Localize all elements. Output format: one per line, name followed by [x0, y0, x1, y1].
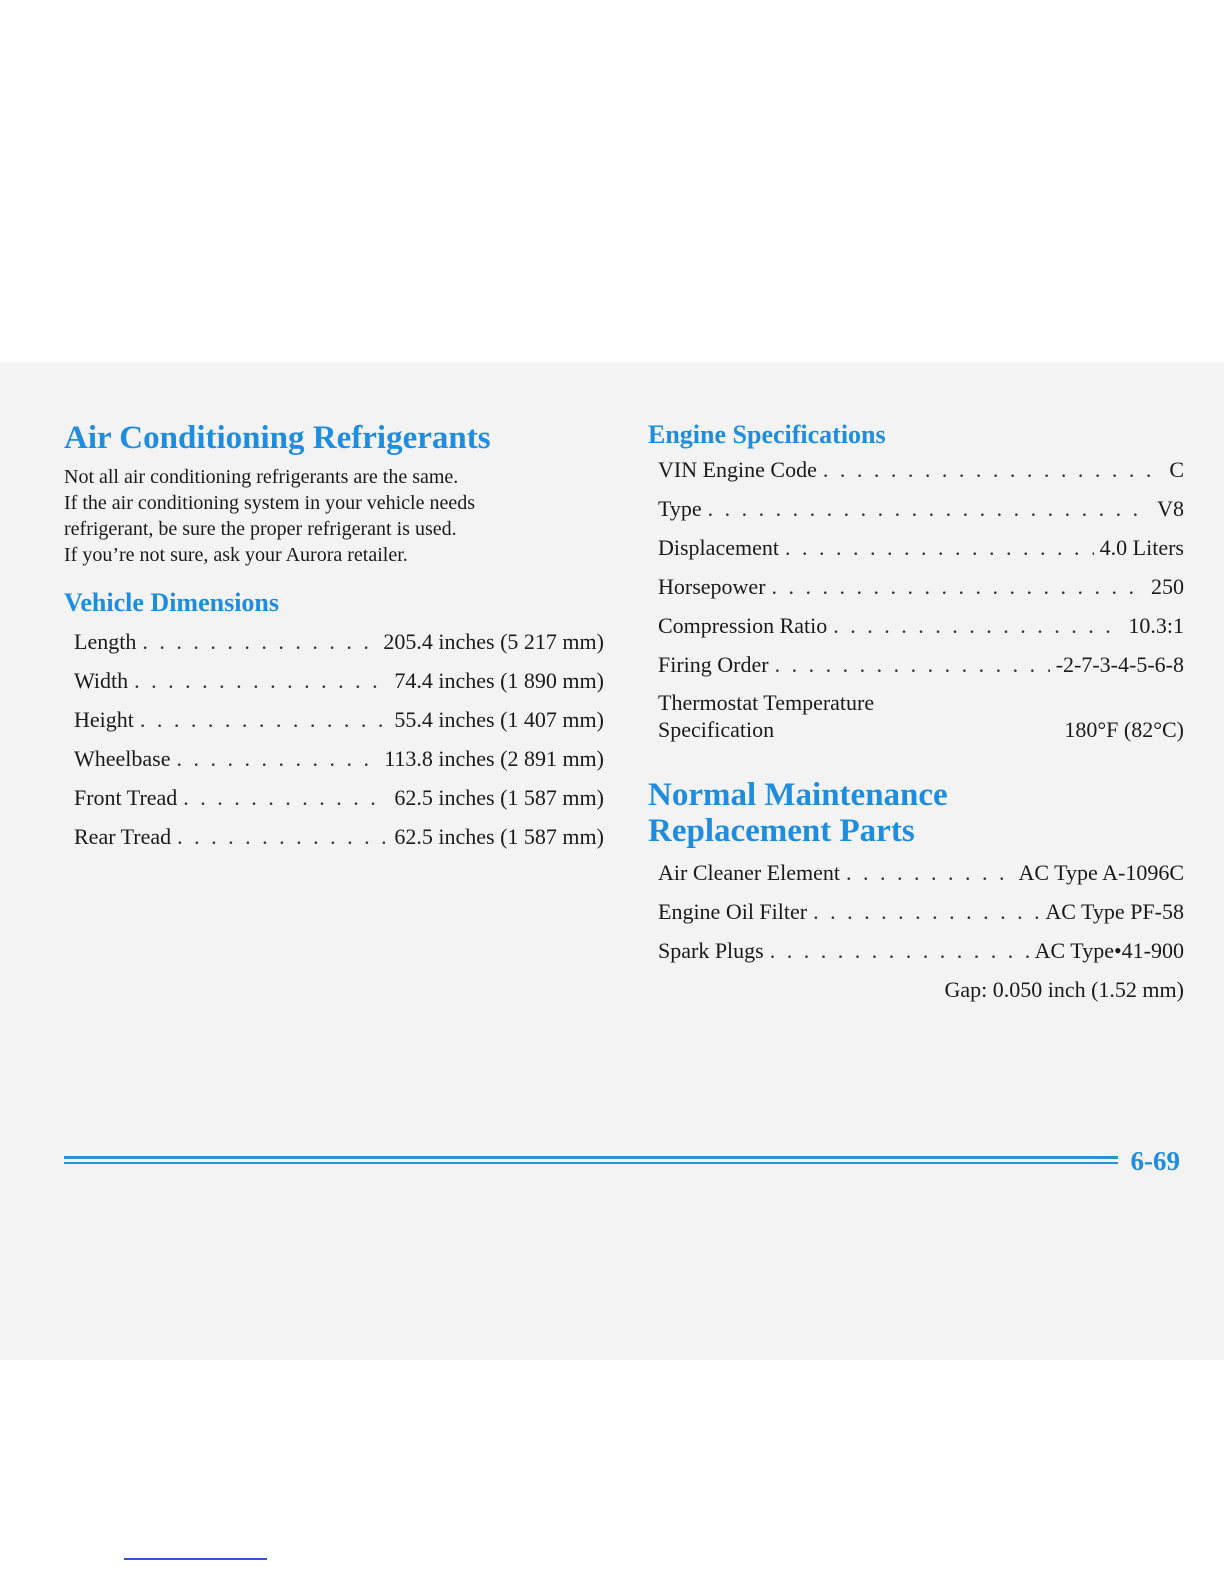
part-row-oil-filter: [648, 892, 1184, 931]
dimension-row-wheelbase: [64, 739, 604, 778]
part-value: AC Type A-1096C: [1018, 860, 1184, 885]
dimension-label: Length: [74, 629, 137, 654]
ac-text-line: If the air conditioning system in your vehicle needs: [64, 492, 476, 514]
engine-label: Displacement: [658, 535, 779, 560]
maintenance-heading: [648, 777, 1184, 849]
part-row-spark-plugs: [648, 931, 1184, 970]
engine-label: Horsepower: [658, 574, 766, 599]
engine-specifications-list: [648, 450, 1184, 743]
dimension-value: 62.5 inches (1 587 mm): [394, 785, 604, 810]
dimension-label: Wheelbase: [74, 746, 171, 771]
engine-value: 180°F (82°C): [1064, 717, 1184, 742]
dimension-value: 113.8 inches (2 891 mm): [384, 746, 604, 771]
dot-leader: [708, 489, 1151, 528]
engine-value: 250: [1151, 574, 1184, 599]
dimension-row-height: [64, 700, 604, 739]
engine-row-displacement: [648, 528, 1184, 567]
engine-row-vin-code: [648, 450, 1184, 489]
engine-label: Firing Order: [658, 652, 769, 677]
dot-leader: [140, 700, 389, 739]
dimension-row-length: [64, 622, 604, 661]
dot-leader: [823, 450, 1163, 489]
dimension-row-width: [64, 661, 604, 700]
dimension-row-rear-tread: [64, 817, 604, 856]
dot-leader: [813, 892, 1039, 931]
footer-rule-line: [64, 1156, 1118, 1159]
dimension-value: 74.4 inches (1 890 mm): [394, 668, 604, 693]
engine-label: Thermostat Temperature: [658, 690, 875, 715]
dimension-label: Front Tread: [74, 785, 178, 810]
part-label: Air Cleaner Element: [658, 860, 841, 885]
engine-value: V8: [1157, 496, 1184, 521]
dot-leader: [833, 606, 1122, 645]
engine-value: 10.3:1: [1128, 613, 1184, 638]
engine-row-horsepower: [648, 567, 1184, 606]
dot-leader: [183, 778, 388, 817]
dimension-label: Rear Tread: [74, 824, 172, 849]
ac-text-line: Not all air conditioning refrigerants are the same.: [64, 466, 459, 488]
footer-rule: [64, 1156, 1118, 1164]
engine-value: C: [1169, 457, 1184, 482]
ac-text-line: refrigerant, be sure the proper refrigerant is used.: [64, 518, 457, 540]
part-label: Spark Plugs: [658, 938, 764, 963]
engine-row-compression-ratio: [648, 606, 1184, 645]
part-row-air-cleaner: [648, 853, 1184, 892]
footer-rule-line: [64, 1162, 1118, 1164]
vehicle-dimensions-heading: Vehicle Dimensions: [64, 588, 279, 617]
engine-label: Specification: [658, 717, 775, 742]
engine-specifications-heading: Engine Specifications: [648, 420, 886, 449]
engine-label: VIN Engine Code: [658, 457, 817, 482]
left-column: [64, 420, 604, 856]
dot-leader: [134, 661, 388, 700]
vehicle-dimensions-list: [64, 622, 604, 856]
dimension-row-front-tread: [64, 778, 604, 817]
engine-value: 4.0 Liters: [1099, 535, 1184, 560]
dimension-label: Height: [74, 707, 134, 732]
dimension-label: Width: [74, 668, 129, 693]
dot-leader: [775, 645, 1050, 684]
right-column: [648, 420, 1184, 1009]
spark-plug-gap-note: Gap: 0.050 inch (1.52 mm): [944, 977, 1184, 1002]
bottom-edge-mark: [124, 1558, 267, 1560]
maintenance-parts-list: [648, 853, 1184, 1009]
dimension-value: 55.4 inches (1 407 mm): [394, 707, 604, 732]
dot-leader: [785, 528, 1094, 567]
dot-leader: [142, 622, 377, 661]
dot-leader: [846, 853, 1012, 892]
ac-text-line: If you’re not sure, ask your Aurora retailer.: [64, 544, 408, 566]
dot-leader: [770, 931, 1029, 970]
dot-leader: [772, 567, 1145, 606]
dimension-value: 62.5 inches (1 587 mm): [394, 824, 604, 849]
engine-label: Compression Ratio: [658, 613, 828, 638]
dot-leader: [177, 817, 388, 856]
thermostat-spec-line: [658, 716, 1184, 743]
part-value: AC Type•41-900: [1034, 938, 1184, 963]
engine-label: Type: [658, 496, 702, 521]
engine-row-firing-order: [648, 645, 1184, 684]
ac-refrigerants-heading: Air Conditioning Refrigerants: [64, 420, 491, 456]
page-number: 6-69: [1130, 1146, 1180, 1176]
dot-leader: [177, 739, 379, 778]
maintenance-heading-line: Replacement Parts: [648, 813, 915, 849]
engine-value: -2-7-3-4-5-6-8: [1055, 652, 1184, 677]
maintenance-heading-line: Normal Maintenance: [648, 777, 948, 813]
engine-row-type: [648, 489, 1184, 528]
part-label: Engine Oil Filter: [658, 899, 808, 924]
part-value: AC Type PF-58: [1045, 899, 1184, 924]
dimension-value: 205.4 inches (5 217 mm): [383, 629, 604, 654]
manual-page: [0, 362, 1224, 1360]
engine-row-thermostat: [648, 689, 1184, 743]
ac-refrigerants-text: [64, 464, 604, 568]
